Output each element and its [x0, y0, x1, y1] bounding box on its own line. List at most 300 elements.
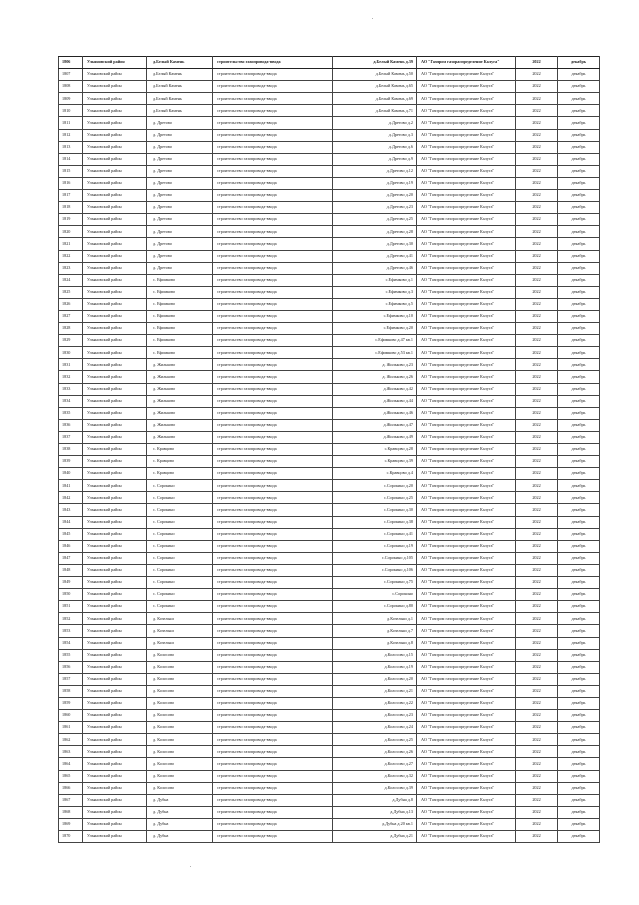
cell-organization: АО "Газпром газораспределение Калуга": [417, 818, 516, 830]
cell-month: декабрь: [558, 419, 600, 431]
cell-month: декабрь: [558, 710, 600, 722]
cell-year: 2022: [516, 746, 558, 758]
table-row: [59, 710, 600, 722]
cell-num: 1867: [59, 794, 83, 806]
cell-organization: АО "Газпром газораспределение Калуга": [417, 552, 516, 564]
cell-address: с.Кравцово д.4: [333, 468, 417, 480]
cell-work: строительство газопровода-ввода: [213, 625, 333, 637]
cell-organization: АО "Газпром газораспределение Калуга": [417, 782, 516, 794]
cell-address: д.Дретово д.28: [333, 226, 417, 238]
cell-locality: с. Сорокино: [147, 504, 213, 516]
cell-district: Ульяновский район: [83, 746, 147, 758]
cell-work: строительство газопровода-ввода: [213, 274, 333, 286]
cell-year: 2022: [516, 625, 558, 637]
cell-address: д.Дубна д.20 кв.1: [333, 818, 417, 830]
cell-num: 1858: [59, 685, 83, 697]
cell-address: с.Ефимково д.20: [333, 323, 417, 335]
cell-district: Ульяновский район: [83, 214, 147, 226]
cell-year: 2022: [516, 238, 558, 250]
cell-organization: АО "Газпром газораспределение Калуга": [417, 105, 516, 117]
cell-work: строительство газопровода-ввода: [213, 69, 333, 81]
table-row: [59, 419, 600, 431]
cell-organization: АО "Газпром газораспределение Калуга": [417, 57, 516, 69]
cell-organization: АО "Газпром газораспределение Калуга": [417, 444, 516, 456]
cell-locality: с. Сорокино: [147, 492, 213, 504]
table-row: [59, 564, 600, 576]
cell-locality: с. Ефимково: [147, 335, 213, 347]
table-row: [59, 528, 600, 540]
cell-organization: АО "Газпром газораспределение Калуга": [417, 504, 516, 516]
cell-locality: д. Дретово: [147, 129, 213, 141]
cell-organization: АО "Газпром газораспределение Калуга": [417, 710, 516, 722]
cell-address: с.Сорокино д.30: [333, 504, 417, 516]
cell-year: 2022: [516, 734, 558, 746]
cell-month: декабрь: [558, 468, 600, 480]
cell-num: 1813: [59, 141, 83, 153]
cell-district: Ульяновский район: [83, 577, 147, 589]
cell-num: 1815: [59, 165, 83, 177]
cell-work: строительство газопровода-ввода: [213, 589, 333, 601]
cell-district: Ульяновский район: [83, 685, 147, 697]
cell-organization: АО "Газпром газораспределение Калуга": [417, 250, 516, 262]
cell-locality: д. Колосово: [147, 697, 213, 709]
cell-address: д.Колосово д.27: [333, 758, 417, 770]
cell-address: д.Жильково д.47: [333, 419, 417, 431]
cell-year: 2022: [516, 395, 558, 407]
cell-month: декабрь: [558, 504, 600, 516]
cell-organization: АО "Газпром газораспределение Калуга": [417, 577, 516, 589]
cell-district: Ульяновский район: [83, 165, 147, 177]
cell-work: строительство газопровода-ввода: [213, 298, 333, 310]
cell-month: декабрь: [558, 310, 600, 322]
cell-organization: АО "Газпром газораспределение Калуга": [417, 673, 516, 685]
table-row: [59, 359, 600, 371]
cell-month: декабрь: [558, 214, 600, 226]
cell-locality: д. Колосово: [147, 685, 213, 697]
cell-district: Ульяновский район: [83, 673, 147, 685]
cell-work: строительство газопровода-ввода: [213, 818, 333, 830]
cell-district: Ульяновский район: [83, 564, 147, 576]
cell-address: с.Сорокино д.19: [333, 540, 417, 552]
cell-district: Ульяновский район: [83, 383, 147, 395]
cell-locality: д. Дубна: [147, 794, 213, 806]
cell-work: строительство газопровода-ввода: [213, 165, 333, 177]
cell-organization: АО "Газпром газораспределение Калуга": [417, 831, 516, 843]
cell-work: строительство газопровода-ввода: [213, 323, 333, 335]
cell-organization: АО "Газпром газораспределение Калуга": [417, 190, 516, 202]
cell-month: декабрь: [558, 323, 600, 335]
cell-locality: с. Сорокино: [147, 528, 213, 540]
cell-month: декабрь: [558, 238, 600, 250]
cell-address: д. Жильково д.23: [333, 359, 417, 371]
cell-work: строительство газопровода-ввода: [213, 286, 333, 298]
cell-month: декабрь: [558, 286, 600, 298]
cell-year: 2022: [516, 770, 558, 782]
cell-organization: АО "Газпром газораспределение Калуга": [417, 177, 516, 189]
table-row: [59, 685, 600, 697]
cell-month: декабрь: [558, 649, 600, 661]
cell-month: декабрь: [558, 431, 600, 443]
table-row: [59, 431, 600, 443]
cell-num: 1857: [59, 673, 83, 685]
table-row: [59, 782, 600, 794]
table-row: [59, 613, 600, 625]
cell-district: Ульяновский район: [83, 323, 147, 335]
cell-district: Ульяновский район: [83, 335, 147, 347]
cell-num: 1849: [59, 577, 83, 589]
cell-organization: АО "Газпром газораспределение Калуга": [417, 335, 516, 347]
cell-year: 2022: [516, 141, 558, 153]
cell-work: строительство газопровода-ввода: [213, 419, 333, 431]
cell-locality: д.Белый Камень: [147, 93, 213, 105]
cell-month: декабрь: [558, 492, 600, 504]
cell-district: Ульяновский район: [83, 697, 147, 709]
cell-year: 2022: [516, 165, 558, 177]
cell-locality: д. Колосово: [147, 758, 213, 770]
cell-num: 1831: [59, 359, 83, 371]
cell-month: декабрь: [558, 625, 600, 637]
cell-district: Ульяновский район: [83, 407, 147, 419]
table-row: [59, 794, 600, 806]
cell-locality: д. Дретово: [147, 202, 213, 214]
cell-month: декабрь: [558, 81, 600, 93]
scan-speck: [372, 18, 373, 19]
cell-num: 1847: [59, 552, 83, 564]
cell-year: 2022: [516, 298, 558, 310]
cell-address: с.Сорокино д.25: [333, 492, 417, 504]
cell-district: Ульяновский район: [83, 722, 147, 734]
cell-num: 1865: [59, 770, 83, 782]
cell-locality: д.Белый Камень: [147, 105, 213, 117]
cell-district: Ульяновский район: [83, 806, 147, 818]
cell-organization: АО "Газпром газораспределение Калуга": [417, 298, 516, 310]
cell-address: д.Дубна д.8: [333, 794, 417, 806]
cell-year: 2022: [516, 214, 558, 226]
cell-district: Ульяновский район: [83, 831, 147, 843]
cell-work: строительство газопровода-ввода: [213, 685, 333, 697]
cell-month: декабрь: [558, 202, 600, 214]
cell-month: декабрь: [558, 552, 600, 564]
cell-address: д.Дретово д.19: [333, 177, 417, 189]
cell-address: с.Ефимково д.47 кв.1: [333, 335, 417, 347]
cell-num: 1816: [59, 177, 83, 189]
cell-work: строительство газопровода-ввода: [213, 456, 333, 468]
table-row: [59, 250, 600, 262]
cell-organization: АО "Газпром газораспределение Калуга": [417, 129, 516, 141]
table-body: [59, 57, 600, 843]
cell-month: декабрь: [558, 383, 600, 395]
cell-organization: АО "Газпром газораспределение Калуга": [417, 722, 516, 734]
cell-year: 2022: [516, 310, 558, 322]
cell-month: декабрь: [558, 577, 600, 589]
cell-locality: д. Жильково: [147, 371, 213, 383]
cell-year: 2022: [516, 347, 558, 359]
cell-year: 2022: [516, 468, 558, 480]
cell-district: Ульяновский район: [83, 105, 147, 117]
cell-locality: д. Колосово: [147, 710, 213, 722]
cell-work: строительство газопровода-ввода: [213, 431, 333, 443]
cell-district: Ульяновский район: [83, 794, 147, 806]
cell-work: строительство газопровода-ввода: [213, 564, 333, 576]
cell-address: д.Колосово д.22: [333, 697, 417, 709]
cell-locality: с. Сорокино: [147, 589, 213, 601]
cell-locality: д. Жильково: [147, 407, 213, 419]
cell-year: 2022: [516, 444, 558, 456]
cell-year: 2022: [516, 516, 558, 528]
table-row: [59, 117, 600, 129]
cell-organization: АО "Газпром газораспределение Калуга": [417, 734, 516, 746]
cell-month: декабрь: [558, 456, 600, 468]
cell-work: строительство газопровода-ввода: [213, 613, 333, 625]
cell-district: Ульяновский район: [83, 818, 147, 830]
cell-organization: АО "Газпром газораспределение Калуга": [417, 238, 516, 250]
cell-num: 1840: [59, 468, 83, 480]
cell-num: 1833: [59, 383, 83, 395]
cell-year: 2022: [516, 419, 558, 431]
cell-work: строительство газопровода-ввода: [213, 407, 333, 419]
cell-year: 2022: [516, 69, 558, 81]
table-row: [59, 746, 600, 758]
cell-year: 2022: [516, 262, 558, 274]
cell-work: строительство газопровода-ввода: [213, 81, 333, 93]
cell-work: строительство газопровода-ввода: [213, 492, 333, 504]
cell-locality: д. Дретово: [147, 250, 213, 262]
cell-locality: с. Кравцово: [147, 444, 213, 456]
cell-locality: с. Ефимково: [147, 298, 213, 310]
cell-month: декабрь: [558, 697, 600, 709]
cell-year: 2022: [516, 81, 558, 93]
cell-locality: д.Белый Камень: [147, 57, 213, 69]
cell-district: Ульяновский район: [83, 93, 147, 105]
cell-organization: АО "Газпром газораспределение Калуга": [417, 480, 516, 492]
cell-num: 1829: [59, 335, 83, 347]
cell-month: декабрь: [558, 105, 600, 117]
cell-organization: АО "Газпром газораспределение Калуга": [417, 794, 516, 806]
cell-work: строительство газопровода-ввода: [213, 214, 333, 226]
table-row: [59, 190, 600, 202]
cell-address: д.Дретово д.9: [333, 153, 417, 165]
table-row: [59, 492, 600, 504]
cell-num: 1835: [59, 407, 83, 419]
cell-year: 2022: [516, 613, 558, 625]
cell-locality: д. Колосово: [147, 770, 213, 782]
cell-address: д.Колосово д.25: [333, 734, 417, 746]
cell-work: строительство газопровода-ввода: [213, 734, 333, 746]
cell-month: декабрь: [558, 770, 600, 782]
cell-work: строительство газопровода-ввода: [213, 238, 333, 250]
cell-num: 1837: [59, 431, 83, 443]
cell-num: 1850: [59, 589, 83, 601]
cell-num: 1838: [59, 444, 83, 456]
cell-year: 2022: [516, 504, 558, 516]
cell-district: Ульяновский район: [83, 141, 147, 153]
cell-address: д.Дубна д.21: [333, 831, 417, 843]
cell-organization: АО "Газпром газораспределение Калуга": [417, 746, 516, 758]
table-row: [59, 57, 600, 69]
cell-locality: д. Колосово: [147, 746, 213, 758]
cell-organization: АО "Газпром газораспределение Калуга": [417, 165, 516, 177]
table-row: [59, 468, 600, 480]
cell-year: 2022: [516, 286, 558, 298]
cell-month: декабрь: [558, 153, 600, 165]
cell-locality: с. Кравцово: [147, 456, 213, 468]
table-row: [59, 770, 600, 782]
cell-month: декабрь: [558, 129, 600, 141]
cell-month: декабрь: [558, 359, 600, 371]
cell-work: строительство газопровода-ввода: [213, 153, 333, 165]
cell-address: с.Ефимково д.3: [333, 286, 417, 298]
cell-district: Ульяновский район: [83, 371, 147, 383]
cell-locality: д. Дретово: [147, 214, 213, 226]
cell-address: д.Колосово д.15: [333, 649, 417, 661]
cell-work: строительство газопровода-ввода: [213, 141, 333, 153]
cell-num: 1845: [59, 528, 83, 540]
cell-month: декабрь: [558, 407, 600, 419]
table-row: [59, 589, 600, 601]
table-row: [59, 347, 600, 359]
cell-district: Ульяновский район: [83, 456, 147, 468]
cell-district: Ульяновский район: [83, 661, 147, 673]
cell-district: Ульяновский район: [83, 770, 147, 782]
cell-address: с.Кравцово д.39: [333, 456, 417, 468]
cell-address: д.Дретово д.12: [333, 165, 417, 177]
cell-work: строительство газопровода-ввода: [213, 383, 333, 395]
cell-work: строительство газопровода-ввода: [213, 637, 333, 649]
cell-month: декабрь: [558, 758, 600, 770]
cell-work: строительство газопровода-ввода: [213, 697, 333, 709]
cell-num: 1848: [59, 564, 83, 576]
cell-year: 2022: [516, 564, 558, 576]
cell-locality: с. Ефимково: [147, 347, 213, 359]
cell-district: Ульяновский район: [83, 226, 147, 238]
cell-address: д.Жильково д.42: [333, 383, 417, 395]
table-row: [59, 81, 600, 93]
cell-district: Ульяновский район: [83, 250, 147, 262]
cell-address: д.Жильково д.44: [333, 395, 417, 407]
table-row: [59, 395, 600, 407]
cell-year: 2022: [516, 806, 558, 818]
cell-month: декабрь: [558, 685, 600, 697]
table-row: [59, 214, 600, 226]
cell-num: 1843: [59, 504, 83, 516]
cell-address: д.Дретово д.25: [333, 214, 417, 226]
cell-month: декабрь: [558, 589, 600, 601]
table-row: [59, 323, 600, 335]
table-row: [59, 202, 600, 214]
table-row: [59, 649, 600, 661]
cell-locality: д. Дубна: [147, 831, 213, 843]
document-sheet: [58, 56, 599, 843]
cell-district: Ульяновский район: [83, 601, 147, 613]
cell-work: строительство газопровода-ввода: [213, 359, 333, 371]
cell-num: 1827: [59, 310, 83, 322]
cell-locality: д. Колосово: [147, 661, 213, 673]
cell-work: строительство газопровода-ввода: [213, 504, 333, 516]
cell-district: Ульяновский район: [83, 613, 147, 625]
cell-work: строительство газопровода-ввода: [213, 516, 333, 528]
cell-year: 2022: [516, 323, 558, 335]
cell-organization: АО "Газпром газораспределение Калуга": [417, 226, 516, 238]
table-row: [59, 697, 600, 709]
cell-work: строительство газопровода-ввода: [213, 746, 333, 758]
cell-district: Ульяновский район: [83, 419, 147, 431]
cell-organization: АО "Газпром газораспределение Калуга": [417, 806, 516, 818]
cell-month: декабрь: [558, 274, 600, 286]
cell-locality: с. Сорокино: [147, 540, 213, 552]
cell-district: Ульяновский район: [83, 359, 147, 371]
cell-address: д.Козельки д.1: [333, 613, 417, 625]
cell-work: строительство газопровода-ввода: [213, 601, 333, 613]
cell-address: д.Жильково д.46: [333, 407, 417, 419]
cell-district: Ульяновский район: [83, 286, 147, 298]
cell-num: 1864: [59, 758, 83, 770]
cell-year: 2022: [516, 383, 558, 395]
cell-month: декабрь: [558, 250, 600, 262]
cell-num: 1854: [59, 637, 83, 649]
cell-locality: д. Дретово: [147, 177, 213, 189]
cell-district: Ульяновский район: [83, 444, 147, 456]
cell-organization: АО "Газпром газораспределение Калуга": [417, 770, 516, 782]
cell-district: Ульяновский район: [83, 238, 147, 250]
gasification-table: [58, 56, 600, 843]
cell-organization: АО "Газпром газораспределение Калуга": [417, 395, 516, 407]
cell-locality: д.Белый Камень: [147, 81, 213, 93]
cell-district: Ульяновский район: [83, 190, 147, 202]
table-row: [59, 286, 600, 298]
cell-num: 1869: [59, 818, 83, 830]
table-row: [59, 758, 600, 770]
cell-address: д.Жильково д.49: [333, 431, 417, 443]
cell-year: 2022: [516, 492, 558, 504]
cell-month: декабрь: [558, 661, 600, 673]
cell-locality: с. Ефимково: [147, 286, 213, 298]
cell-address: д.Колосово д.23: [333, 710, 417, 722]
cell-year: 2022: [516, 528, 558, 540]
cell-district: Ульяновский район: [83, 782, 147, 794]
cell-district: Ульяновский район: [83, 589, 147, 601]
cell-num: 1844: [59, 516, 83, 528]
cell-num: 1863: [59, 746, 83, 758]
cell-year: 2022: [516, 649, 558, 661]
cell-num: 1859: [59, 697, 83, 709]
cell-address: д.Дретово д.2: [333, 117, 417, 129]
cell-organization: АО "Газпром газораспределение Калуга": [417, 117, 516, 129]
table-row: [59, 806, 600, 818]
cell-year: 2022: [516, 697, 558, 709]
cell-work: строительство газопровода-ввода: [213, 649, 333, 661]
table-row: [59, 298, 600, 310]
cell-locality: д.Белый Камень: [147, 69, 213, 81]
cell-num: 1860: [59, 710, 83, 722]
cell-organization: АО "Газпром газораспределение Калуга": [417, 419, 516, 431]
cell-address: д.Колосово д.19: [333, 661, 417, 673]
table-row: [59, 480, 600, 492]
cell-work: строительство газопровода-ввода: [213, 93, 333, 105]
cell-num: 1868: [59, 806, 83, 818]
table-row: [59, 637, 600, 649]
cell-month: декабрь: [558, 335, 600, 347]
cell-month: декабрь: [558, 298, 600, 310]
cell-month: декабрь: [558, 831, 600, 843]
cell-work: строительство газопровода-ввода: [213, 540, 333, 552]
cell-district: Ульяновский район: [83, 516, 147, 528]
cell-locality: с. Сорокино: [147, 552, 213, 564]
cell-organization: АО "Газпром газораспределение Калуга": [417, 214, 516, 226]
cell-address: с.Сорокино д.75: [333, 577, 417, 589]
cell-locality: с. Сорокино: [147, 564, 213, 576]
cell-num: 1821: [59, 238, 83, 250]
cell-address: д.Колосово д.24: [333, 722, 417, 734]
